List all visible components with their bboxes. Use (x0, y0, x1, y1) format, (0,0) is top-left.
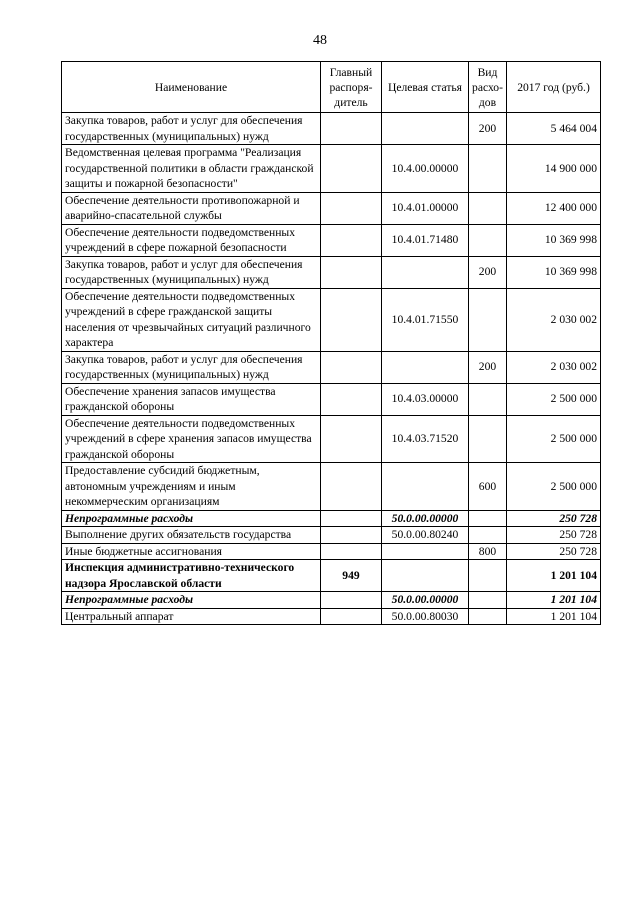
cell-target (382, 543, 469, 560)
cell-name: Выполнение других обязательств государства (62, 527, 321, 544)
cell-name: Инспекция административно-технического надзора Ярославской области (62, 560, 321, 592)
table-row (62, 560, 601, 592)
cell-expense-type (469, 288, 507, 351)
header-target: Целевая статья (382, 62, 469, 113)
table-row (62, 351, 601, 383)
cell-target: 50.0.00.00000 (382, 592, 469, 609)
table-row (62, 510, 601, 527)
header-expense-type: Вид расхо-дов (469, 62, 507, 113)
cell-amount: 14 900 000 (507, 145, 601, 193)
cell-expense-type (469, 224, 507, 256)
header-manager: Главный распоря-дитель (321, 62, 382, 113)
cell-amount: 250 728 (507, 510, 601, 527)
cell-manager (321, 113, 382, 145)
cell-amount: 10 369 998 (507, 256, 601, 288)
cell-target (382, 463, 469, 511)
cell-name: Обеспечение деятельности подведомственных учреждений в сфере хранения запасов имущества гражданской обороны (62, 415, 321, 463)
cell-expense-type (469, 510, 507, 527)
table-row (62, 527, 601, 544)
table-row (62, 383, 601, 415)
table-row (62, 256, 601, 288)
page-number: 48 (313, 33, 327, 48)
table-row (62, 592, 601, 609)
table-row (62, 113, 601, 145)
cell-target: 10.4.03.71520 (382, 415, 469, 463)
cell-expense-type (469, 415, 507, 463)
cell-target (382, 113, 469, 145)
cell-manager (321, 192, 382, 224)
cell-amount: 250 728 (507, 527, 601, 544)
cell-manager (321, 592, 382, 609)
cell-expense-type: 800 (469, 543, 507, 560)
cell-amount: 250 728 (507, 543, 601, 560)
cell-expense-type (469, 560, 507, 592)
cell-name: Закупка товаров, работ и услуг для обеспечения государственных (муниципальных) нужд (62, 351, 321, 383)
cell-expense-type: 200 (469, 351, 507, 383)
cell-amount: 2 500 000 (507, 415, 601, 463)
cell-manager (321, 543, 382, 560)
cell-amount: 12 400 000 (507, 192, 601, 224)
cell-expense-type: 200 (469, 113, 507, 145)
cell-expense-type: 600 (469, 463, 507, 511)
table-row (62, 192, 601, 224)
table-body (62, 113, 601, 625)
cell-amount: 2 030 002 (507, 288, 601, 351)
cell-amount: 2 500 000 (507, 383, 601, 415)
table-row (62, 288, 601, 351)
cell-name: Ведомственная целевая программа "Реализация государственной политики в области гражданской защиты и пожарной безопасности" (62, 145, 321, 193)
cell-name: Закупка товаров, работ и услуг для обеспечения государственных (муниципальных) нужд (62, 256, 321, 288)
cell-target (382, 560, 469, 592)
table-row (62, 224, 601, 256)
header-name: Наименование (62, 62, 321, 113)
cell-manager (321, 224, 382, 256)
cell-expense-type (469, 608, 507, 625)
table-header-row (62, 62, 601, 113)
cell-amount: 5 464 004 (507, 113, 601, 145)
table-row (62, 145, 601, 193)
cell-amount: 2 500 000 (507, 463, 601, 511)
cell-name: Обеспечение деятельности противопожарной и аварийно-спасательной службы (62, 192, 321, 224)
cell-target: 10.4.00.00000 (382, 145, 469, 193)
header-year: 2017 год (руб.) (507, 62, 601, 113)
cell-target: 10.4.01.71550 (382, 288, 469, 351)
budget-table (61, 61, 601, 625)
cell-expense-type (469, 192, 507, 224)
cell-target: 50.0.00.00000 (382, 510, 469, 527)
cell-expense-type (469, 145, 507, 193)
cell-name: Обеспечение деятельности подведомственных учреждений в сфере пожарной безопасности (62, 224, 321, 256)
cell-name: Закупка товаров, работ и услуг для обеспечения государственных (муниципальных) нужд (62, 113, 321, 145)
cell-target: 10.4.01.00000 (382, 192, 469, 224)
cell-expense-type (469, 383, 507, 415)
cell-name: Обеспечение деятельности подведомственных учреждений в сфере гражданской защиты населения от чрезвычайных ситуаций различного характера (62, 288, 321, 351)
cell-target: 50.0.00.80240 (382, 527, 469, 544)
table-row (62, 608, 601, 625)
cell-manager (321, 510, 382, 527)
cell-manager (321, 288, 382, 351)
table-row (62, 543, 601, 560)
cell-target (382, 256, 469, 288)
cell-manager (321, 351, 382, 383)
cell-name: Предоставление субсидий бюджетным, автономным учреждениям и иным некоммерческим организациям (62, 463, 321, 511)
cell-amount: 1 201 104 (507, 560, 601, 592)
table-row (62, 415, 601, 463)
cell-name: Непрограммные расходы (62, 510, 321, 527)
cell-target: 10.4.03.00000 (382, 383, 469, 415)
cell-amount: 10 369 998 (507, 224, 601, 256)
cell-name: Иные бюджетные ассигнования (62, 543, 321, 560)
cell-name: Центральный аппарат (62, 608, 321, 625)
cell-manager (321, 608, 382, 625)
cell-name: Обеспечение хранения запасов имущества гражданской обороны (62, 383, 321, 415)
cell-target: 10.4.01.71480 (382, 224, 469, 256)
cell-manager (321, 383, 382, 415)
cell-manager (321, 527, 382, 544)
cell-manager (321, 145, 382, 193)
cell-amount: 1 201 104 (507, 608, 601, 625)
cell-expense-type (469, 592, 507, 609)
cell-manager (321, 415, 382, 463)
table-row (62, 463, 601, 511)
cell-expense-type (469, 527, 507, 544)
cell-manager: 949 (321, 560, 382, 592)
cell-name: Непрограммные расходы (62, 592, 321, 609)
cell-amount: 1 201 104 (507, 592, 601, 609)
cell-target: 50.0.00.80030 (382, 608, 469, 625)
cell-expense-type: 200 (469, 256, 507, 288)
cell-target (382, 351, 469, 383)
cell-manager (321, 256, 382, 288)
cell-amount: 2 030 002 (507, 351, 601, 383)
cell-manager (321, 463, 382, 511)
